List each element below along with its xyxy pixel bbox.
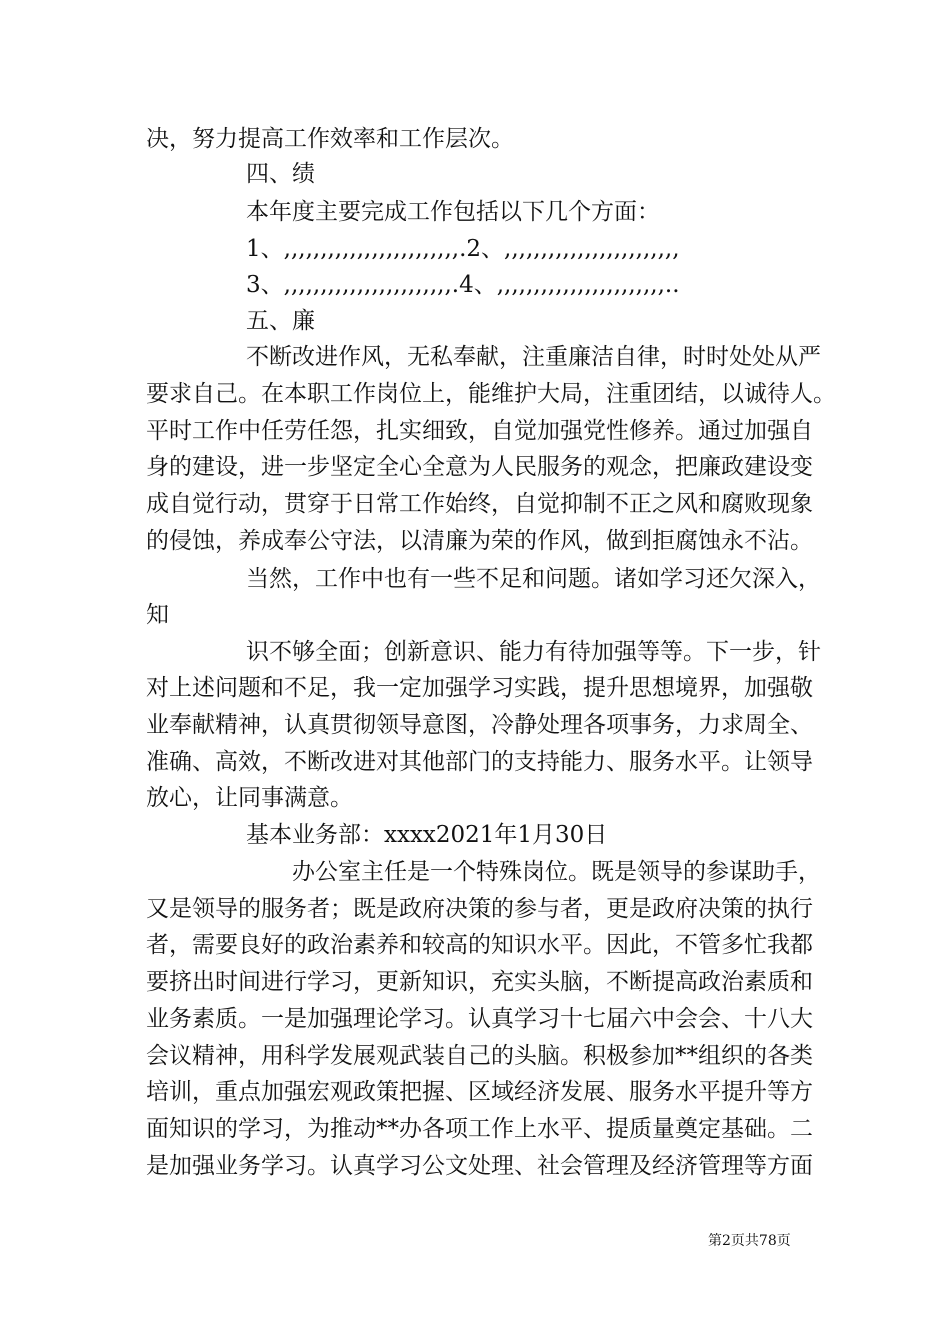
- text-line: 要求自己。在本职工作岗位上，能维护大局，注重团结，以诚待人。: [146, 381, 836, 407]
- text-line: 要挤出时间进行学习，更新知识，充实头脑，不断提高政治素质和: [146, 969, 813, 995]
- text-line: 知: [146, 602, 169, 628]
- text-line: 身的建设，进一步坚定全心全意为人民服务的观念，把廉政建设变: [146, 454, 813, 480]
- text-line: 3、,,,,,,,,,,,,,,,,,,,,,,,.4、,,,,,,,,,,,,,,,,,,,,,,,..: [246, 272, 680, 298]
- text-line: 业奉献精神，认真贯彻领导意图，冷静处理各项事务，力求周全、: [146, 712, 813, 738]
- text-line: 成自觉行动，贯穿于日常工作始终，自觉抑制不正之风和腐败现象: [146, 491, 813, 517]
- text-line: 识不够全面；创新意识、能力有待加强等等。下一步，针: [246, 639, 821, 665]
- text-line: 1、,,,,,,,,,,,,,,,,,,,,,,,,.2、,,,,,,,,,,,,,,,,,,,,,,,,: [246, 236, 680, 262]
- section-heading: 五、廉: [246, 308, 315, 334]
- text-line: 不断改进作风，无私奉献，注重廉洁自律，时时处处从严: [246, 344, 821, 370]
- signature-line: 基本业务部：xxxx2021年1月30日: [246, 822, 608, 848]
- text-line: 办公室主任是一个特殊岗位。既是领导的参谋助手，: [292, 859, 821, 885]
- text-line: 面知识的学习，为推动**办各项工作上水平、提质量奠定基础。二: [146, 1116, 813, 1142]
- text-line: 者，需要良好的政治素养和较高的知识水平。因此，不管多忙我都: [146, 932, 813, 958]
- text-line: 会议精神，用科学发展观武装自己的头脑。积极参加**组织的各类: [146, 1043, 813, 1069]
- text-line: 培训，重点加强宏观政策把握、区域经济发展、服务水平提升等方: [146, 1079, 813, 1105]
- section-heading: 四、绩: [246, 161, 315, 187]
- text-line: 放心，让同事满意。: [146, 785, 353, 811]
- text-line: 决，努力提高工作效率和工作层次。: [146, 126, 514, 152]
- text-line: 当然，工作中也有一些不足和问题。诸如学习还欠深入，: [246, 566, 821, 592]
- text-line: 准确、高效，不断改进对其他部门的支持能力、服务水平。让领导: [146, 749, 813, 775]
- text-line: 业务素质。一是加强理论学习。认真学习十七届六中会会、十八大: [146, 1006, 813, 1032]
- page-number: 第2页共78页: [708, 1233, 791, 1249]
- text-line: 本年度主要完成工作包括以下几个方面：: [246, 199, 660, 225]
- text-line: 又是领导的服务者；既是政府决策的参与者，更是政府决策的执行: [146, 896, 813, 922]
- text-line: 是加强业务学习。认真学习公文处理、社会管理及经济管理等方面: [146, 1153, 813, 1179]
- text-line: 的侵蚀，养成奉公守法，以清廉为荣的作风，做到拒腐蚀永不沾。: [146, 528, 813, 554]
- text-line: 对上述问题和不足，我一定加强学习实践，提升思想境界，加强敬: [146, 675, 813, 701]
- text-line: 平时工作中任劳任怨，扎实细致，自觉加强党性修养。通过加强自: [146, 418, 813, 444]
